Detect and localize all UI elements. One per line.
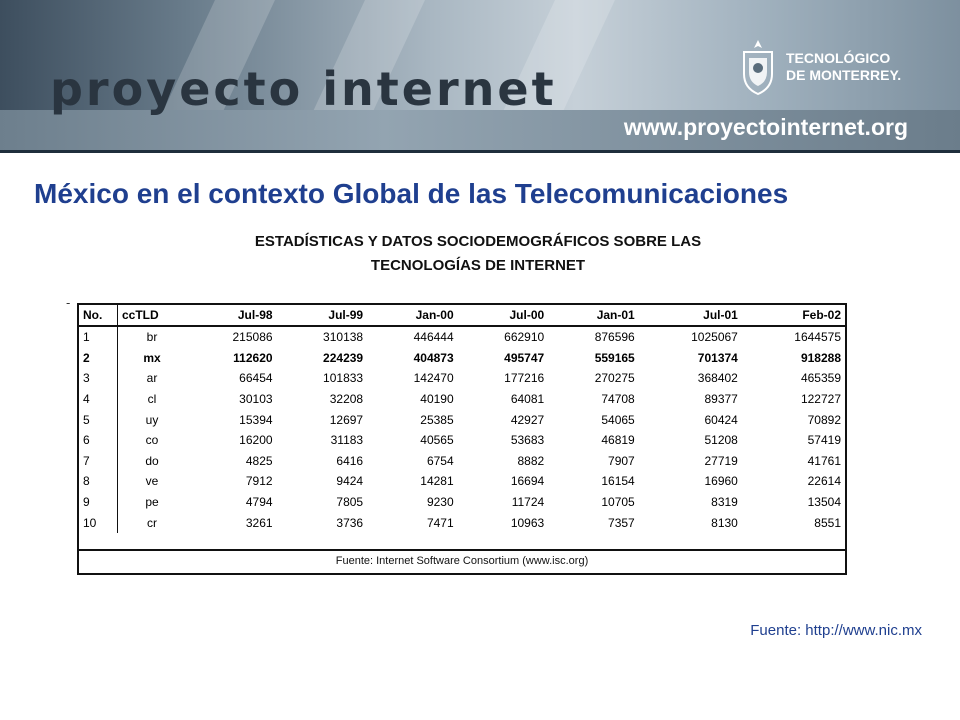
- page-title: México en el contexto Global de las Telecomunicaciones: [34, 178, 789, 209]
- table-cell: 112620: [233, 350, 273, 365]
- table-cell: 8130: [711, 515, 738, 530]
- table-cell: 1025067: [691, 330, 738, 345]
- table-cell: 40190: [420, 392, 454, 407]
- table-cell: 7912: [245, 474, 273, 489]
- table-header-row: [79, 305, 845, 326]
- table-row: [79, 368, 845, 389]
- table-cell: 215086: [232, 330, 273, 345]
- table-cell: pe: [145, 495, 159, 510]
- table-cell: 16694: [510, 474, 545, 489]
- table-cell: br: [146, 330, 158, 345]
- table-cell: 10: [79, 512, 118, 533]
- table-cell: 6416: [336, 453, 364, 468]
- table-source: Fuente: Internet Software Consortium (www.isc.org): [79, 549, 845, 573]
- table-cell: 7471: [426, 515, 454, 530]
- institution-name-line1: TECNOLÓGICO: [786, 50, 891, 66]
- table-cell: 270275: [594, 371, 635, 386]
- table-cell: 8882: [517, 453, 545, 468]
- table-cell: 495747: [504, 350, 545, 365]
- table-cell: 3: [79, 368, 118, 389]
- header-divider: [0, 150, 960, 153]
- table-cell: 66454: [239, 371, 273, 386]
- header-banner: [0, 0, 960, 150]
- subtitle-line-1: ESTADÍSTICAS Y DATOS SOCIODEMOGRÁFICOS SOBRE LAS: [254, 233, 702, 250]
- table-cell: 1: [79, 326, 118, 348]
- table-cell: 16200: [239, 433, 273, 448]
- table-cell: 465359: [800, 371, 841, 386]
- table-cell: 701374: [697, 350, 738, 365]
- table-cell: 46819: [601, 433, 635, 448]
- seal-icon: [738, 38, 778, 96]
- column-header: Jul-99: [277, 305, 368, 326]
- table-cell: 8: [79, 471, 118, 492]
- table-cell: ve: [145, 474, 159, 489]
- table-cell: 177216: [504, 371, 545, 386]
- table-cell: 74708: [601, 392, 635, 407]
- table-cell: 32208: [329, 392, 364, 407]
- page-subtitle: [0, 230, 956, 278]
- table-cell: 8319: [711, 495, 738, 510]
- table-cell: 10963: [510, 515, 545, 530]
- table-cell: 11724: [511, 495, 545, 510]
- table-row: [79, 326, 845, 348]
- table-cell: 9230: [426, 495, 454, 510]
- table-cell: mx: [143, 350, 161, 365]
- table-cell: 15394: [239, 412, 273, 427]
- table-cell: 57419: [807, 433, 841, 448]
- subtitle-line-2: TECNOLOGÍAS DE INTERNET: [370, 257, 586, 274]
- table-cell: 51208: [704, 433, 738, 448]
- table-row: [79, 451, 845, 472]
- column-header: Jul-01: [639, 305, 742, 326]
- table-cell: 7: [79, 451, 118, 472]
- table-cell: 3736: [336, 515, 364, 530]
- source-footnote: Fuente: http://www.nic.mx: [750, 622, 922, 639]
- table-cell: 42927: [510, 412, 545, 427]
- table-cell: 368402: [697, 371, 738, 386]
- table-cell: 10705: [601, 495, 635, 510]
- corner-mark: -: [66, 296, 71, 310]
- table-cell: 8551: [814, 515, 841, 530]
- table-cell: 4825: [245, 453, 273, 468]
- table-cell: 16960: [704, 474, 738, 489]
- table-cell: 7907: [608, 453, 635, 468]
- table-cell: 13504: [807, 495, 841, 510]
- table-cell: 5: [79, 409, 118, 430]
- table-cell: 2: [79, 348, 118, 369]
- institution-logo: [738, 38, 901, 96]
- table-row: [79, 409, 845, 430]
- table-cell: 404873: [413, 350, 454, 365]
- table-row: [79, 471, 845, 492]
- table-cell: do: [145, 453, 159, 468]
- table-cell: 142470: [413, 371, 454, 386]
- table-cell: 22614: [807, 474, 841, 489]
- table-cell: 12697: [329, 412, 364, 427]
- column-header: Feb-02: [742, 305, 845, 326]
- table-row: [79, 430, 845, 451]
- table-cell: 1644575: [794, 330, 841, 345]
- table-cell: 4794: [245, 495, 273, 510]
- table-cell: 16154: [601, 474, 635, 489]
- table-cell: 27719: [704, 453, 738, 468]
- table-cell: 7805: [336, 495, 364, 510]
- table-cell: 31183: [330, 433, 364, 448]
- table-cell: cl: [147, 392, 157, 407]
- table-cell: 918288: [800, 350, 841, 365]
- table-cell: 54065: [601, 412, 635, 427]
- table-cell: 30103: [239, 392, 273, 407]
- column-header: ccTLD: [118, 305, 187, 326]
- table-cell: 876596: [594, 330, 635, 345]
- table-cell: 122727: [800, 392, 841, 407]
- table-cell: ar: [146, 371, 158, 386]
- table-cell: co: [145, 433, 159, 448]
- table-cell: 64081: [510, 392, 545, 407]
- column-header: No.: [79, 305, 118, 326]
- table-cell: 4: [79, 389, 118, 410]
- table-cell: 9: [79, 492, 118, 513]
- table-cell: 310138: [323, 330, 364, 345]
- table-cell: 40565: [420, 433, 454, 448]
- site-url: www.proyectointernet.org: [623, 114, 908, 140]
- table-row: [79, 492, 845, 513]
- institution-name: [786, 50, 901, 84]
- table-cell: 559165: [594, 350, 635, 365]
- table-cell: cr: [147, 515, 157, 530]
- table-cell: 446444: [413, 330, 454, 345]
- column-header: Jan-01: [548, 305, 639, 326]
- table-row: [79, 348, 845, 369]
- table-cell: 101833: [323, 371, 364, 386]
- table-cell: 224239: [323, 350, 364, 365]
- table-row: [79, 512, 845, 533]
- column-header: Jul-98: [186, 305, 277, 326]
- project-logo-text: proyecto internet: [50, 62, 557, 116]
- table-cell: 3261: [245, 515, 273, 530]
- table-cell: 14281: [420, 474, 454, 489]
- table-row: [79, 389, 845, 410]
- table-cell: 53683: [510, 433, 545, 448]
- table-cell: 41761: [807, 453, 841, 468]
- table-cell: 70892: [807, 412, 841, 427]
- table-cell: 9424: [336, 474, 364, 489]
- column-header: Jul-00: [458, 305, 549, 326]
- table-cell: 60424: [704, 412, 738, 427]
- table-cell: 662910: [504, 330, 545, 345]
- table-cell: 7357: [608, 515, 635, 530]
- table-body: [79, 326, 845, 533]
- table-cell: 89377: [704, 392, 738, 407]
- column-header: Jan-00: [367, 305, 458, 326]
- table-cell: 25385: [420, 412, 454, 427]
- table-cell: 6754: [426, 453, 454, 468]
- institution-name-line2: DE MONTERREY.: [786, 67, 902, 83]
- table-cell: 6: [79, 430, 118, 451]
- table-cell: uy: [145, 412, 159, 427]
- domains-table: [79, 305, 845, 533]
- stats-table-container: [77, 303, 847, 575]
